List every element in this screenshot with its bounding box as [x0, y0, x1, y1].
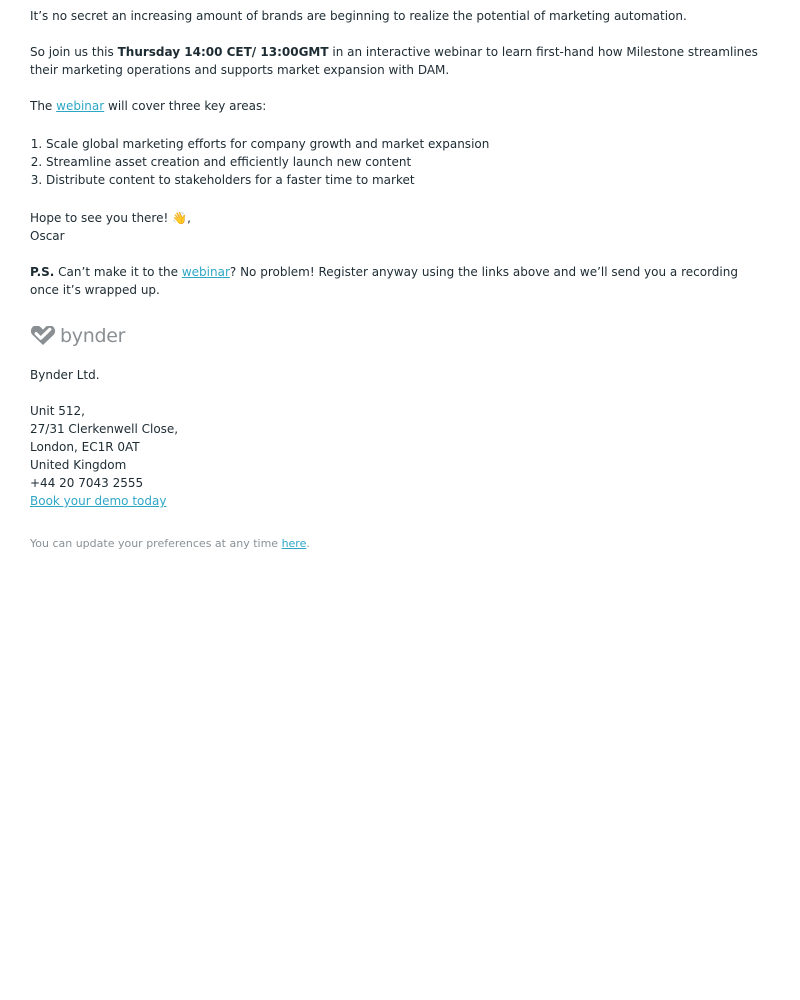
hope-text: Hope to see you there!	[30, 211, 173, 225]
ps-prefix: Can’t make it to the	[54, 265, 182, 279]
logo-wordmark: bynder	[60, 325, 126, 347]
webinar-invite-paragraph	[30, 43, 760, 79]
preferences-suffix: .	[306, 537, 310, 550]
phone-number: +44 20 7043 2555	[30, 476, 144, 490]
invite-suffix: in an interactive webinar to learn first-hand how Milestone streamlines their marketing operations and supports market expansion with DAM.	[30, 45, 758, 77]
ps-suffix: ? No problem! Register anyway using the links above and we’ll send you a recording once it’s wrapped up.	[30, 265, 738, 297]
waving-hand-icon: 👋	[172, 211, 188, 225]
key-areas-intro	[30, 97, 760, 115]
webinar-link[interactable]: webinar	[56, 99, 105, 113]
signature: Oscar	[30, 229, 65, 243]
company-address	[30, 402, 760, 510]
sign-off	[30, 209, 760, 245]
ps-paragraph	[30, 263, 760, 299]
address-line: 27/31 Clerkenwell Close,	[30, 422, 179, 436]
list-item: 2. Streamline asset creation and efficiently launch new content	[46, 153, 760, 171]
address-line: United Kingdom	[30, 458, 127, 472]
cover-prefix: The	[30, 99, 57, 113]
list-item: 1. Scale global marketing efforts for company growth and market expansion	[46, 135, 760, 153]
webinar-link[interactable]: webinar	[181, 265, 230, 279]
preferences-note	[30, 535, 760, 553]
webinar-datetime: Thursday 14:00 CET/ 13:00GMT	[117, 45, 329, 59]
preferences-prefix: You can update your preferences at any time	[30, 537, 282, 550]
cover-suffix: will cover three key areas:	[104, 99, 267, 113]
bynder-logo[interactable]	[30, 324, 760, 348]
preferences-link[interactable]: here	[281, 537, 307, 550]
invite-prefix: So join us this	[30, 45, 118, 59]
email-body	[30, 7, 760, 553]
intro-paragraph: It’s no secret an increasing amount of brands are beginning to realize the potential of marketing automation.	[30, 9, 687, 23]
company-name: Bynder Ltd.	[30, 368, 100, 382]
address-line: Unit 512,	[30, 404, 85, 418]
list-item: 3. Distribute content to stakeholders for a faster time to market	[46, 171, 760, 189]
hope-comma: ,	[187, 211, 191, 225]
ps-label: P.S.	[30, 265, 55, 279]
bynder-heart-icon	[30, 326, 56, 346]
key-areas-list	[30, 135, 760, 189]
book-demo-link[interactable]: Book your demo today	[30, 494, 167, 508]
address-line: London, EC1R 0AT	[30, 440, 140, 454]
